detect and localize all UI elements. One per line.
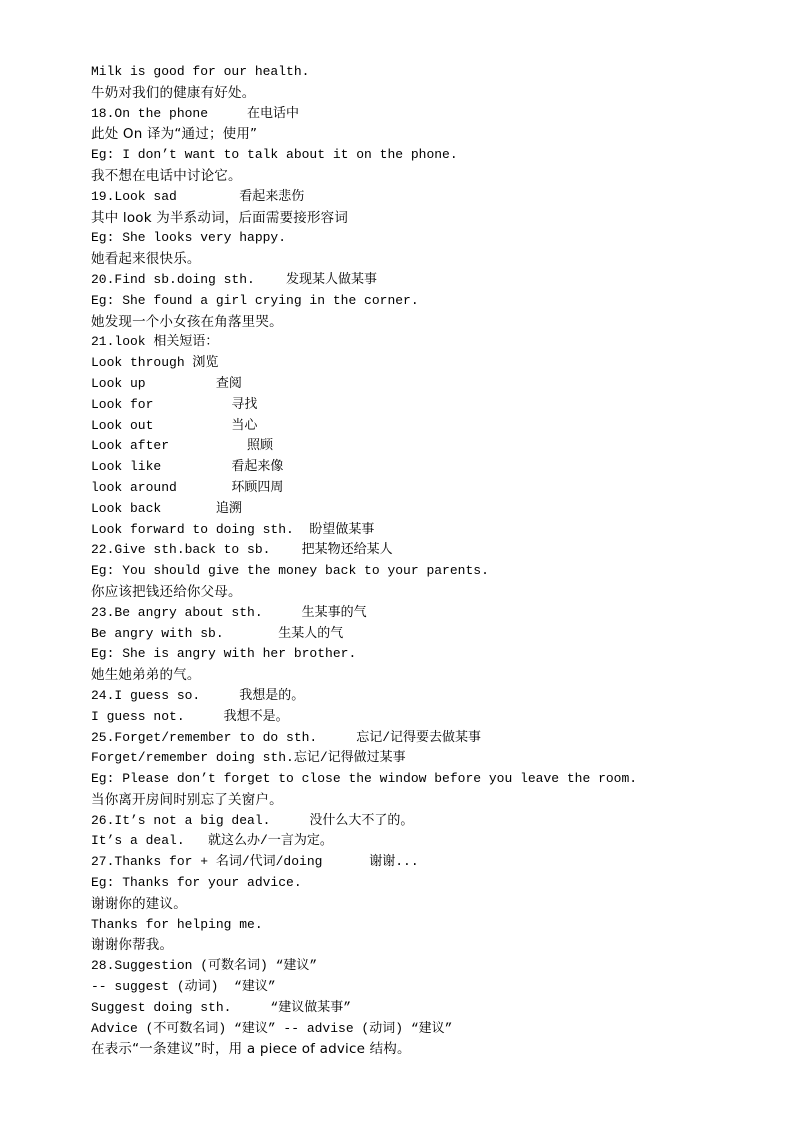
text-line: 谢谢你的建议。 xyxy=(91,895,187,912)
text-line: Look like 看起来像 xyxy=(91,459,284,475)
text-line: Eg: She is angry with her brother. xyxy=(91,646,357,662)
text-line: 18.On the phone 在电话中 xyxy=(91,105,300,121)
text-line: 19.Look sad 看起来悲伤 xyxy=(91,188,305,204)
text-line: 25.Forget/remember to do sth. 忘记/记得要去做某事 xyxy=(91,729,482,745)
text-line: 28.Suggestion (可数名词) “建议” xyxy=(91,958,318,974)
text-line: Advice (不可数名词) “建议” -- advise (动词) “建议” xyxy=(91,1020,453,1036)
text-line: look around 环顾四周 xyxy=(91,479,284,495)
text-line: 27.Thanks for + 名词/代词/doing 谢谢... xyxy=(91,854,419,870)
text-line: 她生她弟弟的气。 xyxy=(91,667,201,684)
text-line: Look back 追溯 xyxy=(91,500,242,516)
text-line: Thanks for helping me. xyxy=(91,916,263,932)
text-line: Look forward to doing sth. 盼望做某事 xyxy=(91,521,375,537)
text-line: 她发现一个小女孩在角落里哭。 xyxy=(91,313,283,330)
text-line: Eg: Please don’t forget to close the window before you leave the room. xyxy=(91,771,638,787)
text-line: Milk is good for our health. xyxy=(91,64,310,79)
text-line: 在表示“一条建议”时，用 a piece of advice 结构。 xyxy=(91,1041,411,1058)
text-line: Look for 寻找 xyxy=(91,396,258,412)
text-line: Eg: You should give the money back to your parents. xyxy=(91,563,489,579)
text-line: Eg: Thanks for your advice. xyxy=(91,875,302,891)
text-line: 22.Give sth.back to sb. 把某物还给某人 xyxy=(91,542,393,558)
text-line: 当你离开房间时别忘了关窗户。 xyxy=(91,791,283,808)
text-line: 谢谢你帮我。 xyxy=(91,937,174,954)
text-line: 其中 look 为半系动词，后面需要接形容词 xyxy=(91,209,349,226)
document-page xyxy=(91,62,771,1060)
text-line: 你应该把钱还给你父母。 xyxy=(91,583,242,600)
text-line: 26.It’s not a big deal. 没什么大不了的。 xyxy=(91,812,414,828)
text-line: Look out 当心 xyxy=(91,417,258,433)
text-line: 20.Find sb.doing sth. 发现某人做某事 xyxy=(91,271,378,287)
text-line: Eg: She found a girl crying in the corner. xyxy=(91,292,419,308)
text-line: Look up 查阅 xyxy=(91,375,242,391)
text-line: 23.Be angry about sth. 生某事的气 xyxy=(91,604,367,620)
text-line: 牛奶对我们的健康有好处。 xyxy=(91,84,256,101)
text-line: Look after 照顾 xyxy=(91,438,274,454)
text-line: -- suggest (动词) “建议” xyxy=(91,979,276,995)
text-line: It’s a deal. 就这么办/一言为定。 xyxy=(91,833,333,849)
text-line: Eg: She looks very happy. xyxy=(91,230,287,246)
text-line: 24.I guess so. 我想是的。 xyxy=(91,687,305,703)
text-line: 此处 On 译为“通过；使用” xyxy=(91,126,258,143)
text-line: 她看起来很快乐。 xyxy=(91,251,201,268)
text-line: Eg: I don’t want to talk about it on the phone. xyxy=(91,147,458,163)
text-line: Look through 浏览 xyxy=(91,355,219,371)
text-line: Suggest doing sth. “建议做某事” xyxy=(91,999,352,1015)
text-line: 21.look 相关短语： xyxy=(91,334,219,350)
text-line: I guess not. 我想不是。 xyxy=(91,708,289,724)
text-line: Be angry with sb. 生某人的气 xyxy=(91,625,344,641)
text-line: Forget/remember doing sth.忘记/记得做过某事 xyxy=(91,750,406,766)
text-line: 我不想在电话中讨论它。 xyxy=(91,167,242,184)
